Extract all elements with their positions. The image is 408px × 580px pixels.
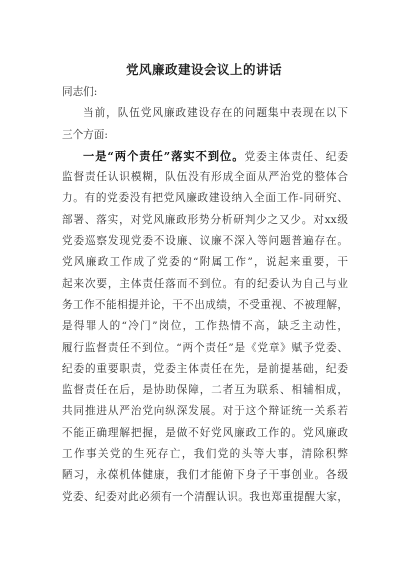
section-1-first-line: [62, 146, 348, 167]
paragraph-line: 务工作不能相提并论，干不出成绩，不受重视、不被理解，: [62, 298, 348, 311]
paragraph-line: 陋习，永葆机体健康，我们才能俯下身子干事创业。各级: [62, 469, 348, 482]
paragraph-line: 纪委的重要职责，党委主体责任在先，是前提基础，纪委: [62, 362, 348, 375]
paragraph-line: 党风廉政工作成了党委的“附属工作”，说起来重要，干: [62, 256, 348, 269]
paragraph-line: 共同推进从严治党向纵深发展。对于这个辩证统一关系若: [62, 405, 348, 418]
paragraph-line: 工作事关党的生死存亡，我们党的头等大事，清除积弊: [62, 448, 348, 461]
intro-line: 当前，队伍党风廉政建设存在的问题集中表现在以下: [83, 107, 348, 120]
paragraph-line: 监督责任在后，是协助保障，二者互为联系、相辅相成，: [62, 384, 348, 397]
paragraph-line: 力。有的党委没有把党风廉政建设纳入全面工作-同研究、: [62, 192, 348, 205]
section-1-first-line-rest: 党委主体责任、纪委: [244, 150, 348, 163]
document-title: 党风廉政建设会议上的讲话: [125, 62, 282, 77]
salutation: 同志们:: [62, 86, 98, 98]
paragraph-line: 党委巡察发现党委不设廉、议廉不深入等问题普遍存在。: [62, 235, 348, 248]
intro-line: 三个方面:: [62, 128, 108, 141]
document-body: [62, 82, 348, 508]
paragraph-line: 是得罪人的“冷门”岗位，工作热情不高，缺乏主动性，: [62, 320, 348, 333]
paragraph-line: 起来次要，主体责任落而不到位。有的纪委认为自己与业: [62, 277, 348, 290]
paragraph-line: 不能正确理解把握，是做不好党风廉政工作的。党风廉政: [62, 426, 348, 439]
section-1-heading: 一是“两个责任”落实不到位。: [83, 148, 245, 163]
paragraph-line: 监督责任认识模糊，队伍没有形成全面从严治党的整体合: [62, 171, 348, 184]
paragraph-line: 履行监督责任不到位。“两个责任”是《党章》赋予党委、: [62, 341, 348, 354]
paragraph-line: 部署、落实，对党风廉政形势分析研判少之又少。对xx级: [62, 213, 348, 226]
paragraph-line: 党委、纪委对此必须有一个清醒认识。我也郑重提醒大家，: [62, 490, 348, 503]
